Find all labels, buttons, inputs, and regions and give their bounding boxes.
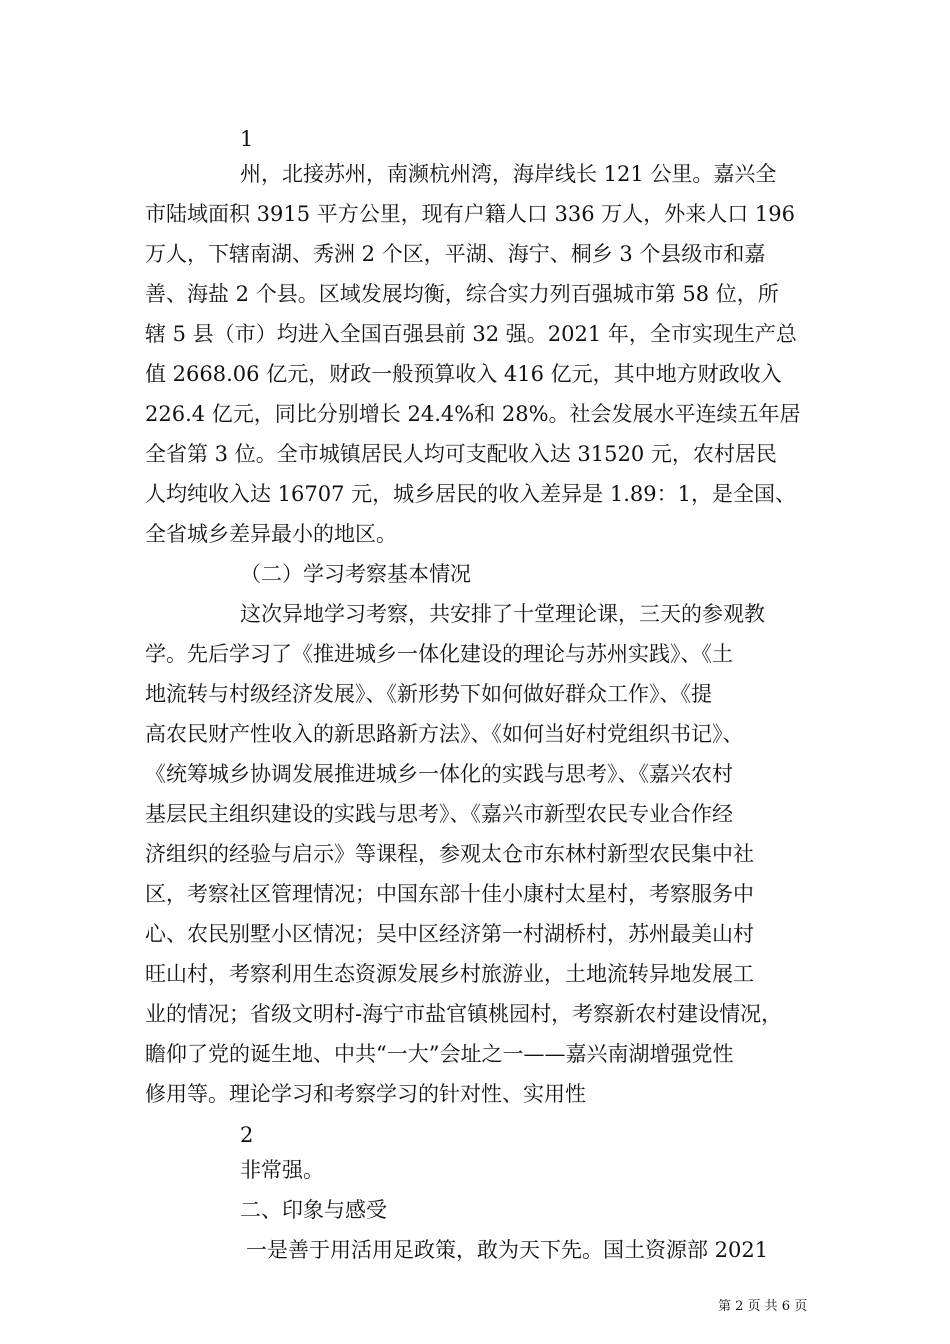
paragraph-line: 非常强。 [240, 1158, 324, 1182]
paragraph-line: 济组织的经验与启示》等课程，参观太仓市东林村新型农民集中社 [145, 842, 754, 866]
paragraph-line: 善、海盐 2 个县。区域发展均衡，综合实力列百强城市第 58 位，所 [145, 282, 779, 306]
paragraph-line: 地流转与村级经济发展》、《新形势下如何做好群众工作》、《提 [145, 682, 712, 706]
page-marker: 1 [240, 127, 254, 151]
paragraph-line: 全省城乡差异最小的地区。 [145, 522, 397, 546]
paragraph-line: 修用等。理论学习和考察学习的针对性、实用性 [145, 1082, 586, 1106]
paragraph-line: 人均纯收入达 16707 元，城乡居民的收入差异是 1.89：1，是全国、 [145, 482, 796, 506]
section-heading: （二）学习考察基本情况 [240, 562, 471, 586]
paragraph-line: 226.4 亿元，同比分别增长 24.4%和 28%。社会发展水平连续五年居 [145, 402, 801, 426]
page-footer: 第 2 页 共 6 页 [718, 1299, 808, 1314]
paragraph-line: 市陆域面积 3915 平方公里，现有户籍人口 336 万人，外来人口 196 [145, 202, 795, 226]
paragraph-line: 业的情况；省级文明村-海宁市盐官镇桃园村，考察新农村建设情况， [145, 1002, 783, 1026]
paragraph-line: 高农民财产性收入的新思路新方法》、《如何当好村党组织书记》、 [145, 722, 744, 746]
paragraph-line: 全省第 3 位。全市城镇居民人均可支配收入达 31520 元，农村居民 [145, 442, 777, 466]
paragraph-line: 瞻仰了党的诞生地、中共“一大”会址之一——嘉兴南湖增强党性 [145, 1042, 734, 1066]
paragraph-line: 一是善于用活用足政策，敢为天下先。国土资源部 2021 [246, 1238, 769, 1262]
section-heading: 二、印象与感受 [240, 1198, 387, 1222]
paragraph-line: 基层民主组织建设的实践与思考》、《嘉兴市新型农民专业合作经 [145, 802, 733, 826]
paragraph-line: 辖 5 县（市）均进入全国百强县前 32 强。2021 年，全市实现生产总 [145, 322, 797, 346]
paragraph-line: 旺山村，考察利用生态资源发展乡村旅游业，土地流转异地发展工 [145, 962, 754, 986]
paragraph-line: 值 2668.06 亿元，财政一般预算收入 416 亿元，其中地方财政收入 [145, 362, 782, 386]
paragraph-line: 心、农民别墅小区情况；吴中区经济第一村湖桥村，苏州最美山村 [145, 922, 754, 946]
page-marker: 2 [240, 1123, 254, 1147]
paragraph-line: 《统筹城乡协调发展推进城乡一体化的实践与思考》、《嘉兴农村 [145, 762, 733, 786]
paragraph-line: 这次异地学习考察，共安排了十堂理论课，三天的参观教 [240, 602, 765, 626]
paragraph-line: 万人，下辖南湖、秀洲 2 个区，平湖、海宁、桐乡 3 个县级市和嘉 [145, 242, 766, 266]
paragraph-line: 州，北接苏州，南濒杭州湾，海岸线长 121 公里。嘉兴全 [240, 162, 777, 186]
paragraph-line: 区，考察社区管理情况；中国东部十佳小康村太星村，考察服务中 [145, 882, 754, 906]
paragraph-line: 学。先后学习了《推进城乡一体化建设的理论与苏州实践》、《土 [145, 642, 733, 666]
